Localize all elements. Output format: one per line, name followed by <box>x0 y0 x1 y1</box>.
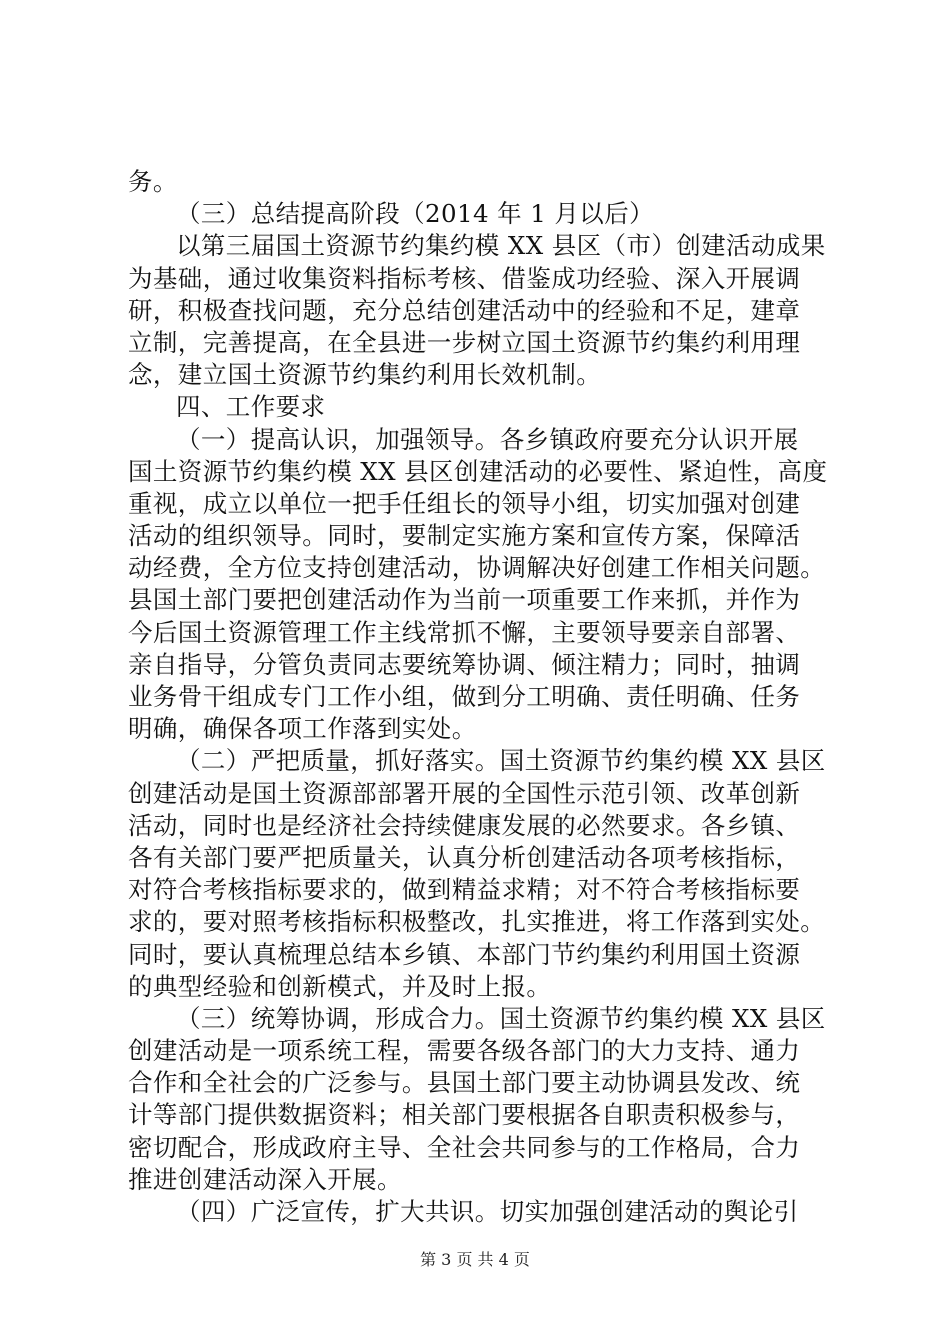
text-line: 合作和全社会的广泛参与。县国土部门要主动协调县发改、统 <box>128 1068 801 1098</box>
text-line: 务。 <box>128 167 178 196</box>
text-line: 业务骨干组成专门工作小组，做到分工明确、责任明确、任务 <box>128 682 801 711</box>
text-line: 今后国土资源管理工作主线常抓不懈，主要领导要亲自部署、 <box>128 617 801 647</box>
text-line: （二）严把质量，抓好落实。国土资源节约集约模 XX 县区 <box>176 746 826 776</box>
text-line: 亲自指导，分管负责同志要统筹协调、倾注精力；同时，抽调 <box>128 649 801 679</box>
text-line: 创建活动是国土资源部部署开展的全国性示范引领、改革创新 <box>128 778 801 808</box>
text-line: 的典型经验和创新模式，并及时上报。 <box>128 971 552 1001</box>
text-line: 国土资源节约集约模 XX 县区创建活动的必要性、紧迫性，高度 <box>128 456 828 486</box>
text-line: 密切配合，形成政府主导、全社会共同参与的工作格局，合力 <box>128 1132 801 1162</box>
text-line: 求的，要对照考核指标积极整改，扎实推进，将工作落到实处。 <box>128 907 826 937</box>
text-line: 推进创建活动深入开展。 <box>128 1164 402 1194</box>
text-line: （四）广泛宣传，扩大共识。切实加强创建活动的舆论引 <box>176 1197 799 1226</box>
body-text <box>128 166 828 1228</box>
section-heading: 四、工作要求 <box>176 392 326 422</box>
text-line: 为基础，通过收集资料指标考核、借鉴成功经验、深入开展调 <box>128 263 801 293</box>
subsection-heading: （三）总结提高阶段（2014 年 1 月以后） <box>176 199 655 229</box>
text-line: 各有关部门要严把质量关，认真分析创建活动各项考核指标， <box>128 842 801 872</box>
text-line: 同时，要认真梳理总结本乡镇、本部门节约集约利用国土资源 <box>128 939 801 969</box>
text-line: 重视，成立以单位一把手任组长的领导小组，切实加强对创建 <box>128 488 801 518</box>
text-line: （三）统筹协调，形成合力。国土资源节约集约模 XX 县区 <box>176 1003 826 1033</box>
text-line: 活动，同时也是经济社会持续健康发展的必然要求。各乡镇、 <box>128 810 801 840</box>
text-line: 创建活动是一项系统工程，需要各级各部门的大力支持、通力 <box>128 1036 801 1066</box>
text-line: 计等部门提供数据资料；相关部门要根据各自职责积极参与， <box>128 1100 801 1130</box>
text-line: 动经费，全方位支持创建活动，协调解决好创建工作相关问题。 <box>128 553 826 583</box>
text-line: （一）提高认识，加强领导。各乡镇政府要充分认识开展 <box>176 424 799 454</box>
text-line: 活动的组织领导。同时，要制定实施方案和宣传方案，保障活 <box>128 521 801 551</box>
text-line: 念，建立国土资源节约集约利用长效机制。 <box>128 360 602 390</box>
text-line: 明确，确保各项工作落到实处。 <box>128 714 477 744</box>
text-line: 对符合考核指标要求的，做到精益求精；对不符合考核指标要 <box>128 875 801 905</box>
text-line: 以第三届国土资源节约集约模 XX 县区（市）创建活动成果 <box>176 231 826 261</box>
text-line: 县国土部门要把创建活动作为当前一项重要工作来抓，并作为 <box>128 585 801 615</box>
text-line: 立制，完善提高，在全县进一步树立国土资源节约集约利用理 <box>128 327 801 357</box>
text-line: 研，积极查找问题，充分总结创建活动中的经验和不足，建章 <box>128 295 801 325</box>
page-number-footer: 第 3 页 共 4 页 <box>420 1250 530 1269</box>
